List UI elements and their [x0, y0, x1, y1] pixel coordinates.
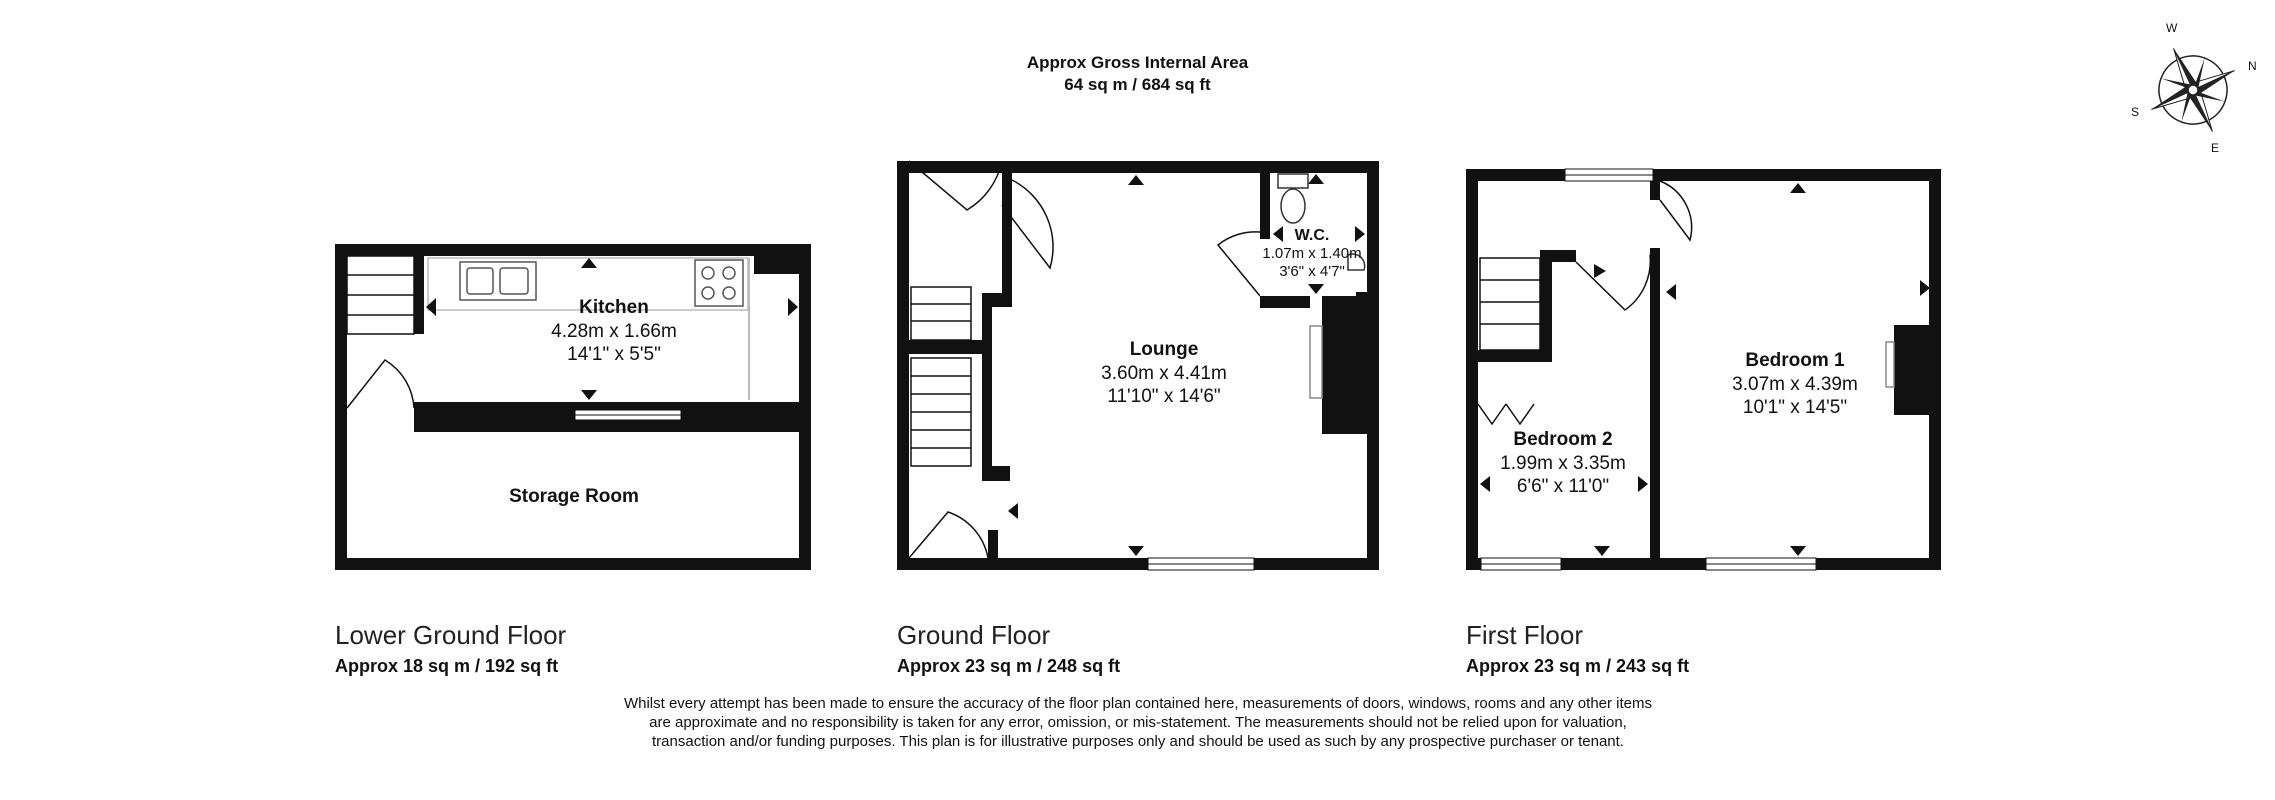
wall-landing: [909, 340, 992, 354]
wall-right: [1929, 169, 1941, 570]
stair-wall: [414, 244, 424, 334]
kitchen-worktop-edge: [748, 258, 750, 400]
wc-wall: [1260, 161, 1270, 239]
wall-left: [1466, 169, 1478, 570]
dimension-marker-icon: [1128, 175, 1144, 185]
door-swing-icon: [347, 360, 414, 408]
door-swing-icon: [1660, 181, 1692, 240]
chimney-breast: [1894, 325, 1929, 415]
dimension-marker-icon: [581, 258, 597, 268]
dimension-marker-icon: [1638, 476, 1648, 492]
wc-name: W.C.: [1294, 227, 1330, 244]
dimension-marker-icon: [1666, 284, 1676, 300]
compass-n-label: N: [2248, 59, 2257, 73]
dimension-marker-icon: [1480, 476, 1490, 492]
stairs-icon: [911, 287, 971, 466]
wall-left: [897, 161, 909, 570]
lounge-name: Lounge: [1129, 339, 1199, 360]
gross-area-title: Approx Gross Internal Area: [1026, 53, 1249, 72]
ground-floor-plan: [897, 161, 1379, 574]
wall-landing: [1478, 350, 1552, 362]
dimension-marker-icon: [1790, 183, 1806, 193]
wall-top: [897, 161, 1379, 173]
wall-entrance: [1002, 161, 1012, 301]
bedroom-2-imperial: 6'6" x 11'0": [1516, 476, 1610, 497]
wardrobe-door-icon: [1478, 404, 1534, 424]
dimension-marker-icon: [1594, 546, 1610, 556]
door-swing-icon: [1218, 232, 1260, 296]
wc-imperial: 3'6" x 4'7": [1279, 263, 1345, 280]
dimension-marker-icon: [1273, 226, 1283, 242]
first-floor-plan: [1466, 169, 1941, 570]
kitchen-name: Kitchen: [579, 297, 649, 318]
dimension-marker-icon: [788, 298, 798, 316]
dimension-marker-icon: [1594, 264, 1606, 278]
storage-room-name: Storage Room: [509, 486, 639, 507]
toilet-icon: [1278, 174, 1308, 188]
compass-w-label: W: [2166, 21, 2178, 35]
hob-icon: [695, 260, 743, 306]
floor-name-first: First Floor: [1466, 620, 1583, 650]
wall-top: [335, 244, 811, 256]
wall-stairs: [1540, 250, 1552, 352]
sink-bowl-icon: [467, 268, 493, 294]
disclaimer-text: Whilst every attempt has been made to ensure the accuracy of the floor plan contained here, measurements of doors, windows, rooms and any other items are approximate and no responsibility is taken for any error, omission, or mis-statement. The measurements should not be relied upon for valuation, transaction and/or funding purposes. This plan is for illustrative purposes only and should be used as such by any prospective purchaser or tenant.: [623, 695, 1653, 750]
kitchen-metric: 4.28m x 1.66m: [551, 321, 677, 342]
lounge-metric: 3.60m x 4.41m: [1101, 363, 1227, 384]
bedroom-1-name: Bedroom 1: [1745, 350, 1845, 371]
fireplace-hearth: [1886, 342, 1894, 387]
stairs-icon: [347, 256, 414, 334]
compass-s-label: S: [2131, 105, 2140, 119]
bedroom-1-imperial: 10'1" x 14'5": [1742, 397, 1848, 418]
dimension-marker-icon: [1308, 284, 1324, 294]
floor-name-ground: Ground Floor: [897, 620, 1051, 650]
kitchen-imperial: 14'1" x 5'5": [567, 344, 661, 365]
door-swing-icon: [1576, 255, 1650, 310]
lower-ground-floor-plan: [335, 244, 811, 570]
compass-icon: [2132, 29, 2254, 151]
dimension-marker-icon: [1920, 280, 1930, 296]
dimension-marker-icon: [1790, 546, 1806, 556]
floor-area-lower-ground: Approx 18 sq m / 192 sq ft: [335, 656, 559, 676]
dimension-marker-icon: [1128, 546, 1144, 556]
wall-bottom: [335, 558, 811, 570]
chimney-breast: [754, 244, 811, 274]
floor-area-first: Approx 23 sq m / 243 sq ft: [1466, 656, 1690, 676]
door-swing-icon: [909, 512, 988, 558]
compass-e-label: E: [2211, 141, 2220, 155]
dimension-marker-icon: [1308, 174, 1324, 184]
gross-area-value: 64 sq m / 684 sq ft: [1064, 75, 1211, 94]
dimension-marker-icon: [581, 390, 597, 400]
bedroom-2-name: Bedroom 2: [1513, 429, 1613, 450]
chimney-breast: [1322, 296, 1379, 434]
wall-top: [1466, 169, 1941, 181]
stairs-icon: [1480, 258, 1540, 350]
wall-bottom: [897, 558, 1379, 570]
bedroom-2-metric: 1.99m x 3.35m: [1500, 453, 1626, 474]
floor-area-ground: Approx 23 sq m / 248 sq ft: [897, 656, 1121, 676]
wall-left: [335, 244, 347, 570]
fireplace-hearth: [1310, 326, 1322, 398]
bedroom-1-metric: 3.07m x 4.39m: [1732, 374, 1858, 395]
dimension-marker-icon: [1008, 503, 1018, 519]
sink-drainer-icon: [500, 268, 528, 294]
wc-metric: 1.07m x 1.40m: [1262, 245, 1362, 262]
wall-stairs: [982, 293, 992, 481]
dimension-marker-icon: [1355, 226, 1365, 242]
lounge-imperial: 11'10" x 14'6": [1107, 386, 1221, 407]
floor-name-lower-ground: Lower Ground Floor: [335, 620, 567, 650]
